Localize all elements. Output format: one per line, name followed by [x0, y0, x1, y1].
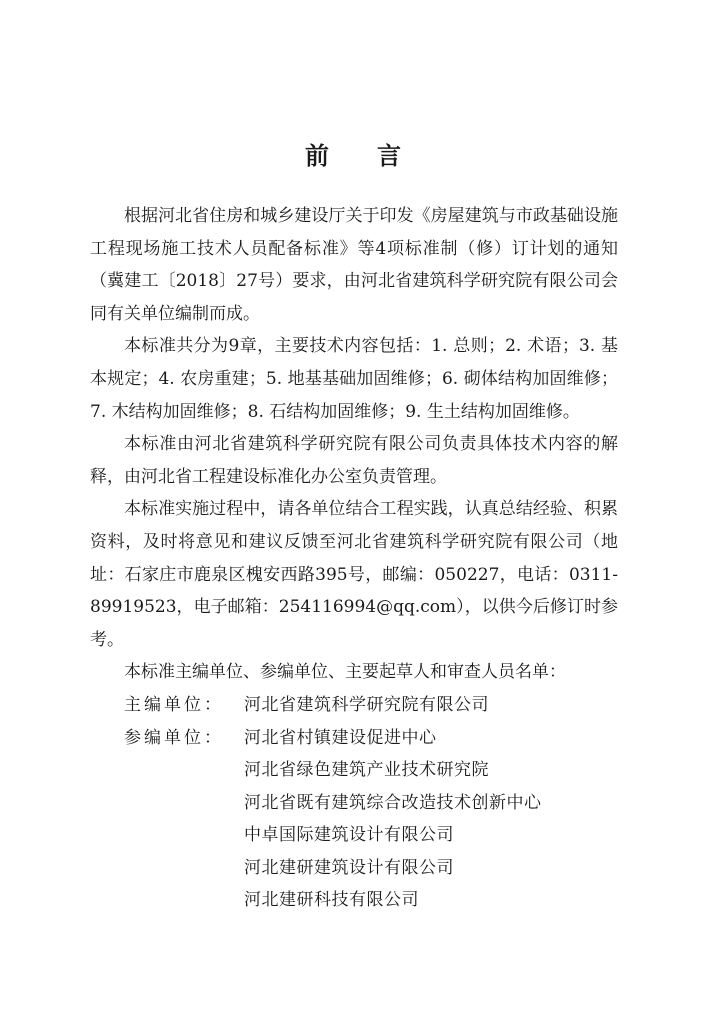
paragraph: 本标准由河北省建筑科学研究院有限公司负责具体技术内容的解释，由河北省工程建设标准化办公室负责管理。 — [90, 434, 618, 487]
page-title — [0, 140, 706, 172]
participating-unit-row — [90, 787, 618, 820]
participating-unit-name: 河北省绿色建筑产业技术研究院 — [244, 760, 489, 781]
participating-unit-name: 中卓国际建筑设计有限公司 — [244, 825, 454, 846]
paragraph: 本标准实施过程中，请各单位结合工程实践，认真总结经验、积累资料，及时将意见和建议反馈至河北省建筑科学研究院有限公司（地址：石家庄市鹿泉区槐安西路395号，邮编：050227，电话：0311-89919523，电子邮箱：254116994@qq.com），以供今后修订时参考。 — [90, 499, 618, 650]
participating-unit-name: 河北建研科技有限公司 — [244, 890, 419, 911]
paragraph: 根据河北省住房和城乡建设厅关于印发《房屋建筑与市政基础设施工程现场施工技术人员配备标准》等4项标准制（修）订计划的通知（冀建工〔2018〕27号）要求，由河北省建筑科学研究院有限公司会同有关单位编制而成。 — [90, 206, 618, 324]
paragraph: 本标准共分为9章，主要技术内容包括：1. 总则；2. 术语；3. 基本规定；4. 农房重建；5. 地基基础加固维修；6. 砌体结构加固维修；7. 木结构加固维修；8. 石结构加固维修；9. 生土结构加固维修。 — [90, 336, 618, 422]
body-text — [90, 200, 618, 917]
participating-unit-row — [90, 884, 618, 917]
participating-unit-row — [90, 722, 618, 755]
unit-list — [90, 689, 618, 917]
chief-unit-row — [90, 689, 618, 722]
participating-unit-row — [90, 852, 618, 885]
chief-unit-label: 主编单位： — [124, 694, 224, 715]
paragraph: 本标准主编单位、参编单位、主要起草人和审查人员名单： — [124, 662, 566, 683]
participating-unit-name: 河北省既有建筑综合改造技术创新中心 — [244, 792, 542, 813]
participating-unit-name: 河北省村镇建设促进中心 — [244, 727, 437, 748]
chief-unit-name: 河北省建筑科学研究院有限公司 — [244, 694, 489, 715]
participating-unit-name: 河北建研建筑设计有限公司 — [244, 857, 454, 878]
participating-unit-row — [90, 754, 618, 787]
participating-unit-row — [90, 819, 618, 852]
participating-unit-label: 参编单位： — [124, 727, 224, 748]
title-char-2: 言 — [377, 142, 401, 170]
title-char-1: 前 — [305, 142, 329, 170]
